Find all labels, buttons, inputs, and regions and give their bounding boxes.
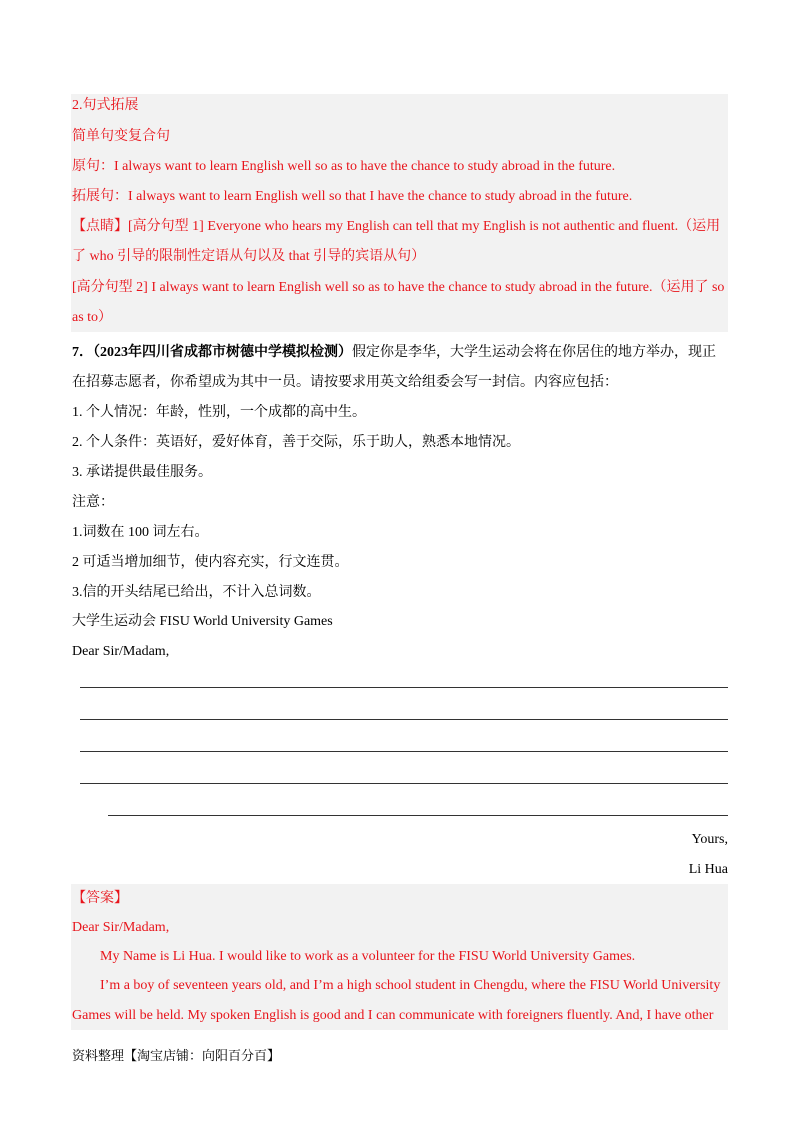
requirement-item-2: 2. 个人条件：英语好，爱好体育，善于交际，乐于助人，熟悉本地情况。 [72, 435, 520, 450]
note-item-3: 3.信的开头结尾已给出，不计入总词数。 [72, 585, 321, 600]
key-note-2: [高分句型 2] I always want to learn English well so as to have the chance to study abroad in the future.（运用了 so as to） [72, 280, 725, 325]
writing-line [80, 783, 728, 784]
answer-paragraph-1: My Name is Li Hua. I would like to work as a volunteer for the FISU World University Games. [100, 949, 636, 964]
note-item-2: 2 可适当增加细节，使内容充实，行文连贯。 [72, 555, 349, 570]
letter-signature: Li Hua [688, 862, 728, 877]
letter-greeting: Dear Sir/Madam, [72, 644, 170, 659]
answer-label: 【答案】 [72, 891, 128, 906]
question-number: 7． [72, 345, 93, 360]
answer-paragraph-2: I’m a boy of seventeen years old, and I’m a high school student in Chengdu, where the FISU World University Games will be held. My spoken English is good and I can communicate with foreigners fluently. And, I have other [72, 978, 721, 1023]
question-prompt [72, 338, 727, 398]
section-subheading: 简单句变复合句 [72, 129, 170, 144]
glossary: 大学生运动会 FISU World University Games [72, 614, 333, 629]
answer-greeting: Dear Sir/Madam, [72, 920, 170, 935]
writing-line [80, 751, 728, 752]
requirement-item-3: 3. 承诺提供最佳服务。 [72, 465, 212, 480]
letter-closing: Yours, [691, 832, 728, 847]
notes-title: 注意： [72, 495, 114, 510]
original-sentence: 原句：I always want to learn English well so as to have the chance to study abroad in the future. [72, 159, 616, 174]
section-heading: 2.句式拓展 [72, 98, 139, 113]
note-item-1: 1.词数在 100 词左右。 [72, 525, 209, 540]
footer-source: 资料整理【淘宝店铺：向阳百分百】 [72, 1048, 281, 1063]
writing-line [108, 815, 728, 816]
key-note-1: 【点睛】[高分句型 1] Everyone who hears my English can tell that my English is not authentic and fluent.（运用了 who 引导的限制性定语从句以及 that 引导的宾语从句） [72, 219, 721, 264]
writing-line [80, 687, 728, 688]
writing-line [80, 719, 728, 720]
extended-sentence: 拓展句：I always want to learn English well so that I have the chance to study abroad in the future. [72, 189, 633, 204]
question-source: （2023年四川省成都市树德中学模拟检测） [93, 345, 352, 360]
question-text: 假定你是李华，大学生运动会将在你居住的地方举办，现正在招募志愿者，你希望成为其中一员。请按要求用英文给组委会写一封信。内容应包括： [72, 345, 716, 390]
requirement-item-1: 1. 个人情况：年龄，性别，一个成都的高中生。 [72, 405, 366, 420]
